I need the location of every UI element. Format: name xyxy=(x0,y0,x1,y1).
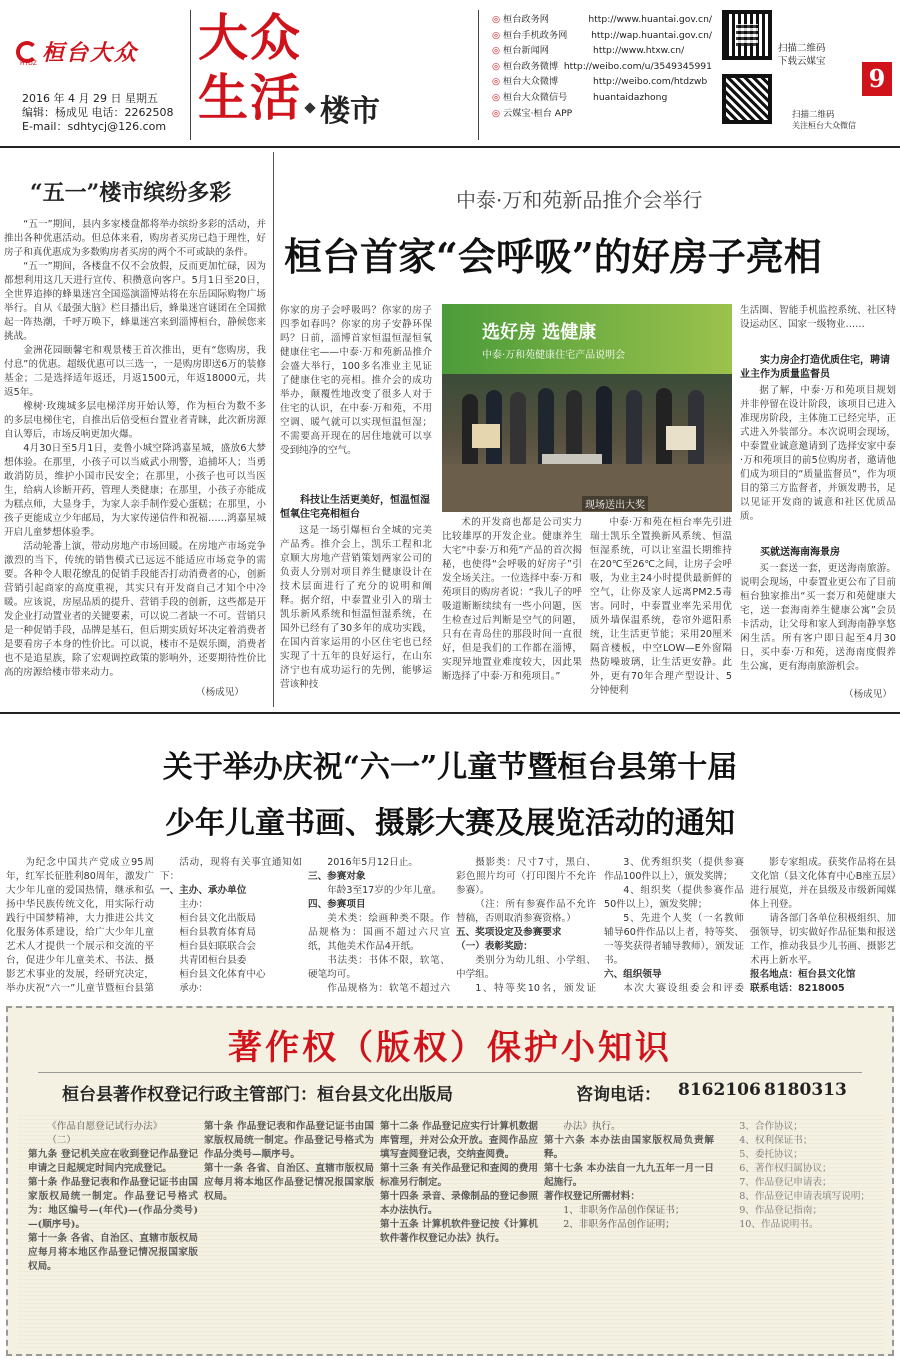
main-col3-text: 中泰·万和苑在桓台率先引进瑞士凯乐全置换新风系统、恒温恒湿系统，可以让室温长期维持在20℃至26℃之间，让房子会呼吸，为业主24小时提供最新鲜的空气，让你及家人远离PM2.5毒害。同时，中泰置业率先采用优质外墙保温系统，卷帘外遮阳系统，让生活更节能；采用20厘米隔音楼板，中空LOW—E外窗隔热防噪玻璃，让生活更安静。此外，更有70年合理产型设计、5分钟便利 xyxy=(590,517,732,696)
article-left xyxy=(0,148,270,710)
link-name: 桓台政务微博 xyxy=(503,60,559,72)
qr2-caption-2: 关注桓台大众微信 xyxy=(792,121,856,130)
copyright-col2 xyxy=(204,1120,374,1346)
qr-code-wechat xyxy=(722,74,772,124)
masthead xyxy=(0,0,900,148)
copyright-col4 xyxy=(544,1120,714,1346)
main-col2-text: 术的开发商也都是公司实力比较雄厚的开发企业。健康养生大宅“中泰·万和苑”产品的首次揭秘，也使得“会呼吸的好房子”引发全场关注。一位选择中泰·万和苑项目的购房者说：“我儿子的呼吸道断断续续有一些小问题，医生检查过后判断是空气的问题，只有在青岛住的那段时间一直很好，但是我们的工作都在淄博，实现异地置业难度较大，因此果断选择了中泰·万和苑项目。” xyxy=(442,517,582,682)
qr2-caption-1: 扫描二维码 xyxy=(792,110,835,120)
list-line: 5、先进个人奖（一名教师辅导60件作品以上者，特等奖、一等奖获得者辅导教师），颁发证书。 xyxy=(604,913,744,966)
main-byline: （杨成见） xyxy=(844,689,892,700)
photo-caption: 现场送出大奖 xyxy=(582,496,648,511)
issue-date: 2016 年 4 月 29 日 星期五 xyxy=(22,92,158,105)
list-line: 三、参赛对象 xyxy=(308,871,366,882)
copyright-title: 著作权（版权）保护小知识 xyxy=(228,1028,672,1068)
paragraph: 金洲花园颐馨宅和观景楼王首次推出，更有“您购房，我付息”的优惠。超级优惠可以三选一，一是购房即送6万的装修基金；二是选择适年返还，月返1500元，年返18000元，共返5年。 xyxy=(4,345,266,398)
masthead-link[interactable] xyxy=(492,12,712,28)
list-line: （二） xyxy=(47,1135,76,1146)
paragraph: 4月30日至5月1日，麦鲁小城空降鸿嘉星城，盛放6大梦想体验。在那里，小孩子可以当威武小刑警，追捕坏人；当勇敢消防员，维护小国市民安全；在那里，小孩子也可以当医生，给病人诊断开药，管理人类健康；在那里，小孩子亦能成为糕点师，大显身手，为家人亲手制作爱心蛋糕；在那里，小孩子更能成立少年邮局，为大家传递信件和祝福……鸿嘉星城开启儿童梦想体验季。 xyxy=(4,443,266,538)
notice-col1: 为纪念中国共产党成立95周年，红军长征胜利80周年，激发广大少年儿童的爱国热情，继承和弘扬中华民族传统文化，用实际行动践行中国梦精神，大力推进公共文化服务体系建设，给广大少年儿童艺术人才提供一个展示和交流的平台，促进少年儿童美术、书法、摄影艺术事业的发展，经研究决定，举办庆祝“六一”儿童节暨桓台县第 xyxy=(6,857,154,994)
masthead-link[interactable] xyxy=(492,106,712,122)
list-line: 桓台县妇联联合会 xyxy=(179,941,256,952)
link-url: http://www.huantai.gov.cn/ xyxy=(588,14,712,25)
main-col1b-text: 这是一场引爆桓台全城的完美产品秀。推介会上，凯乐工程和北京顺大房地产营销策划两家公司的负责人分别对项目养生健康设计在技术层面进行了充分的说明和阐释。据介绍，中泰置业引入的瑞士凯乐新风系统和恒温恒湿系统，在国外已经有了30多年的成功实践，在国内首家运用的小区住宅也已经实现了十五年的良好运行，在山东济宁也有成功运行的先例，能够运营该种技 xyxy=(280,525,432,690)
list-line: 4、权利保证书； xyxy=(739,1135,813,1146)
copyright-col1 xyxy=(28,1120,198,1346)
list-line: 3、合作协议； xyxy=(739,1121,803,1132)
main-col1-subhead: 科技让生活更美好，恒温恒湿恒氧住宅亮相桓台 xyxy=(280,495,430,520)
list-line: 美术类：绘画种类不限。作品规格为：国画不超过六尺宣纸，其他美术作品4开纸。 xyxy=(308,913,450,952)
copyright-col5 xyxy=(720,1120,880,1346)
section-title-1: 大众 xyxy=(198,8,302,67)
event-photo xyxy=(442,304,732,512)
list-line: 活动，现将有关事宜通知如下： xyxy=(160,857,302,882)
list-line: 承办： xyxy=(179,983,208,994)
list-line: 第十条 作品登记表和作品登记证书由国家版权局统一制定。作品登记号格式为作品分类号—顺序号。 xyxy=(204,1121,374,1160)
link-url: http://www.htxw.cn/ xyxy=(593,45,685,57)
qr1-caption-1: 扫描二维码 xyxy=(778,43,826,54)
list-line: 第十条 作品登记表和作品登记证书由国家版权局统一制定。作品登记号格式为：地区编号—(年代)—(作品分类号)—(顺序号)。 xyxy=(28,1177,198,1230)
article-left-body xyxy=(4,218,266,686)
list-line: 摄影类：尺寸7寸，黑白、彩色照片均可（打印图片不允许参赛）。 xyxy=(456,857,596,896)
bullet-icon: ◎ xyxy=(492,76,501,88)
list-line: 5、委托协议； xyxy=(739,1149,803,1160)
link-name: 桓台手机政务网 xyxy=(503,29,568,41)
copyright-phone-2: 8180313 xyxy=(764,1080,847,1100)
notice-title-line2: 少年儿童书画、摄影大赛及展览活动的通知 xyxy=(165,806,735,841)
link-name: 桓台大众微信号 xyxy=(503,91,568,103)
list-line: 桓台县教育体育局 xyxy=(179,927,256,938)
photo-banner xyxy=(442,304,732,374)
list-line: 第十六条 本办法由国家版权局负责解释。 xyxy=(544,1135,714,1160)
notice-col3 xyxy=(308,856,450,996)
main-col4-subhead-2: 买就送海南海景房 xyxy=(760,547,840,558)
main-col1-text: 你家的房子会呼吸吗？你家的房子四季如春吗？你家的房子安静环保吗？日前，淄博首家恒温恒湿恒氧健康住宅——中泰·万和苑新品推介会盛大举行，100多名准业主见证了健康住宅的亮相。推介会的成功举办，颠覆性地改变了很多人对于住宅的认识，在中泰·万和苑，不用空调、暖气就可以实现恒温恒湿；不需要高开现在的居住地就可以享受到纯净的空气。 xyxy=(280,305,432,456)
notice-col5 xyxy=(604,856,744,996)
list-line: 8、作品登记申请表填写说明； xyxy=(739,1191,871,1202)
list-line: 第十二条 作品登记应实行计算机数据库管理，并对公众开放。查阅作品应填写查阅登记表，交纳查阅费。 xyxy=(380,1121,538,1160)
list-line: 共青团桓台县委 xyxy=(179,955,247,966)
link-url: http://weibo.com/u/3549345991 xyxy=(563,60,712,72)
bullet-icon: ◎ xyxy=(492,91,501,103)
masthead-link[interactable] xyxy=(492,28,712,44)
list-line: 请各部门各单位积极组织、加强领导，切实做好作品征集和报送工作，推动我县少儿书画、摄影艺术再上新水平。 xyxy=(750,913,896,966)
link-name: 桓台新闻网 xyxy=(503,45,549,57)
masthead-link[interactable] xyxy=(492,43,712,59)
notice-col2 xyxy=(160,856,302,996)
photo-banner-text: 选好房 选健康 xyxy=(482,322,597,343)
list-line: 2、非职务作品创作证明； xyxy=(563,1219,675,1230)
notice xyxy=(0,714,900,1004)
bullet-icon: ◎ xyxy=(492,107,501,119)
email-line: E-mail：sdhtycj@126.com xyxy=(22,120,167,133)
list-line: 9、作品登记指南； xyxy=(739,1205,823,1216)
list-line: 书法类：书体不限，软笔、硬笔均可。 xyxy=(308,955,450,980)
notice-title-line1: 关于举办庆祝“六一”儿童节暨桓台县第十届 xyxy=(162,750,738,785)
main-col4b-text: 据了解，中泰·万和苑项目规划并非停留在设计阶段，该项目已进入准现房阶段，主体施工已经完毕，正式进入外装部分。本次说明会现场，中泰置业诚意邀请到了选择安家中泰·万和苑项目的前5位购房者，邀请他们成为项目的“质量监督员”，作为项目的第三方监督者，并颁发聘书，足以见证开发商的诚意和社区优质品质。 xyxy=(740,385,896,522)
masthead-link[interactable] xyxy=(492,59,712,75)
list-line: 主办： xyxy=(179,899,208,910)
list-line: 第十一条 各省、自治区、直辖市版权局应每月将本地区作品登记情况报国家版权局。 xyxy=(204,1163,374,1202)
bullet-icon: ◎ xyxy=(492,45,501,57)
list-line: 1、非职务作品创作保证书； xyxy=(563,1205,685,1216)
paragraph: 橡树·玫瑰城多层电梯洋房开始认筹，作为桓台为数不多的多层电梯住宅，自推出后倍受桓台置业者青睐，此次新房源自认筹后，市场反响更加火爆。 xyxy=(4,401,266,440)
article-left-byline: （杨成见） xyxy=(196,687,244,698)
list-line: 《作品自愿登记试行办法》 xyxy=(47,1121,163,1132)
list-line: 六、组织领导 xyxy=(604,969,662,980)
list-line: 五、奖项设定及参赛要求 xyxy=(456,927,562,938)
link-url: http://weibo.com/htdzwb xyxy=(593,76,708,88)
link-url: huantaidazhong xyxy=(593,91,668,103)
list-line: 第十七条 本办法自一九九五年一月一日起施行。 xyxy=(544,1163,714,1188)
section-subtitle: 楼市 xyxy=(320,94,380,129)
masthead-link[interactable] xyxy=(492,90,712,106)
list-line: 四、参赛项目 xyxy=(308,899,366,910)
main-col4c-text: 买一套送一套，更送海南旅游。说明会现场，中泰置业更公布了目前桓台独家推出“买一套万和苑健康大宅，送一套海南养生健康公寓”会员卡活动，让父母和家人到海南静享悠闲生活。所有客户即日起至4月30日，买中泰·万和苑，送海南度假养生公寓，更有海南旅游机会。 xyxy=(740,563,896,672)
list-line: 6、著作权归属协议； xyxy=(739,1163,832,1174)
main-col4a-text: 生活圈、智能手机监控系统、社区特设运动区、国家一级物业…… xyxy=(740,305,896,330)
bullet-icon: ◎ xyxy=(492,14,501,25)
qr1-caption-2: 下载云媒宝 xyxy=(778,56,826,67)
photo-banner-subtext: 中泰·万和苑健康住宅产品说明会 xyxy=(482,350,626,361)
list-line: 一、主办、承办单位 xyxy=(160,885,247,896)
list-line: 2016年5月12日止。 xyxy=(327,857,418,868)
section-title-2: 生活 xyxy=(198,68,302,127)
link-list xyxy=(492,12,712,121)
bullet-icon: ◎ xyxy=(492,29,501,41)
article-main-headline: 桓台首家“会呼吸”的好房子亮相 xyxy=(284,234,822,279)
copyright-box xyxy=(6,1006,894,1356)
list-line: 第十三条 有关作品登记和查阅的费用标准另行制定。 xyxy=(380,1163,538,1188)
list-line: 第九条 登记机关应在收到登记作品登记申请之日起规定时间内完成登记。 xyxy=(28,1149,198,1174)
paragraph: “五一”期间，县内多家楼盘都将举办缤纷多彩的活动，并推出各种优惠活动。但总体来看，购房者买房已趋于理性，好房子和真优惠成为多数购房者买房的两个不可或缺的条件。 xyxy=(4,219,266,258)
list-line: （注：所有参赛作品不允许替稿，否则取消参赛资格。） xyxy=(456,899,596,924)
list-line: 3、优秀组织奖（提供参赛作品100件以上），颁发奖牌； xyxy=(604,857,744,882)
notice-col6 xyxy=(750,856,896,996)
link-name: 桓台政务网 xyxy=(503,14,549,25)
notice-col4 xyxy=(456,856,596,996)
article-main-kicker: 中泰·万和苑新品推介会举行 xyxy=(456,188,703,212)
list-line: 第十五条 计算机软件登记按《计算机软件著作权登记办法》执行。 xyxy=(380,1219,538,1244)
logo-subtext: HTDZ xyxy=(20,60,37,67)
list-line: 类别分为幼儿组、小学组、中学组。 xyxy=(456,955,596,980)
list-line: 办法》执行。 xyxy=(563,1121,621,1132)
list-line: 10、作品说明书。 xyxy=(739,1219,819,1230)
link-name: 云媒宝·桓台 APP xyxy=(503,107,573,119)
section-dot-icon xyxy=(304,102,315,113)
copyright-phone-1: 8162106 xyxy=(678,1080,761,1100)
paragraph: “五一”期间，各楼盘不仅不会放假，反而更加忙碌，因为都想利用这几天进行宣传、积攒意向客户。5月1日至20日，全世界追捧的蜂巢迷宫全国巡演淄博站将在东岳国际购物广场举行。自从《最强大脑》栏目播出后，蜂巢迷宫谜团在全国掀起一阵热潮，千呼万唤下，蜂巢迷宫来到淄博桓台，静候您来挑战。 xyxy=(4,261,266,342)
bullet-icon: ◎ xyxy=(492,60,501,72)
main-col4-subhead: 实力房企打造优质住宅，聘请业主作为质量监督员 xyxy=(740,355,890,380)
link-url: http://wap.huantai.gov.cn/ xyxy=(591,29,712,41)
list-line: 著作权登记所需材料： xyxy=(544,1191,640,1202)
paragraph: 活动轮番上演，带动房地产市场回暖。在房地产市场竞争激烈的当下，传统的销售模式已远远不能适应市场竞争的需要。各种令人眼花缭乱的促销手段能否打动消费者的心，创新营销引起商家的高度重视，其实只有开发商自己才知个中冷暖。应该说，房屋品质的提升、营销手段的创新，这些都是开发企业打动置业者的关键要素，可以说二者缺一不可。营销只是一种促销手段，品牌是基石，但后期实质好坏决定着消费者是要看房子本身的性价比。可以说，楼市不是娱乐圈，消费者也不是追星族，除了宏观调控政策的影响外，还要期待性价比高的房源给楼市带来动力。 xyxy=(4,541,266,678)
list-line: 7、作品登记申请表； xyxy=(739,1177,832,1188)
copyright-col3 xyxy=(380,1120,538,1346)
list-line: 作品规格为：软笔不超过六 xyxy=(327,983,450,994)
list-line: 第十四条 录音、录像制品的登记参照本办法执行。 xyxy=(380,1191,538,1216)
link-name: 桓台大众微博 xyxy=(503,76,559,88)
list-line: 联系电话：8218005 xyxy=(750,983,845,994)
list-line: 1、特等奖10名，颁发证 xyxy=(475,983,596,994)
article-left-title: “五一”楼市缤纷多彩 xyxy=(30,180,232,206)
page-number: 9 xyxy=(862,62,892,96)
article-main xyxy=(276,148,900,710)
list-line: 本次大赛设组委会和评委 xyxy=(623,983,744,994)
list-line: 桓台县文化出版局 xyxy=(179,913,256,924)
list-line: 桓台县文化体育中心 xyxy=(179,969,266,980)
list-line: （一）表彰奖励： xyxy=(456,941,533,952)
logo-text: 桓台大众 xyxy=(42,40,139,66)
editor-line: 编辑：杨成见 电话：2262508 xyxy=(22,106,174,119)
masthead-link[interactable] xyxy=(492,74,712,90)
list-line: 影专家组成。获奖作品将在县文化馆（县文化体育中心B座五层）进行展览，并在县级及市级新闻媒体上刊登。 xyxy=(750,857,896,910)
list-line: 年龄3至17岁的少年儿童。 xyxy=(327,885,442,896)
copyright-authority: 桓台县著作权登记行政主管部门：桓台县文化出版局 xyxy=(62,1085,453,1105)
list-line: 第十一条 各省、自治区、直辖市版权局应每月将本地区作品登记情况报国家版权局。 xyxy=(28,1233,198,1272)
qr-code-app xyxy=(722,10,772,60)
copyright-phone-label: 咨询电话： xyxy=(576,1085,661,1105)
list-line: 报名地点：桓台县文化馆 xyxy=(750,969,856,980)
list-line: 4、组织奖（提供参赛作品50件以上），颁发奖牌； xyxy=(604,885,744,910)
